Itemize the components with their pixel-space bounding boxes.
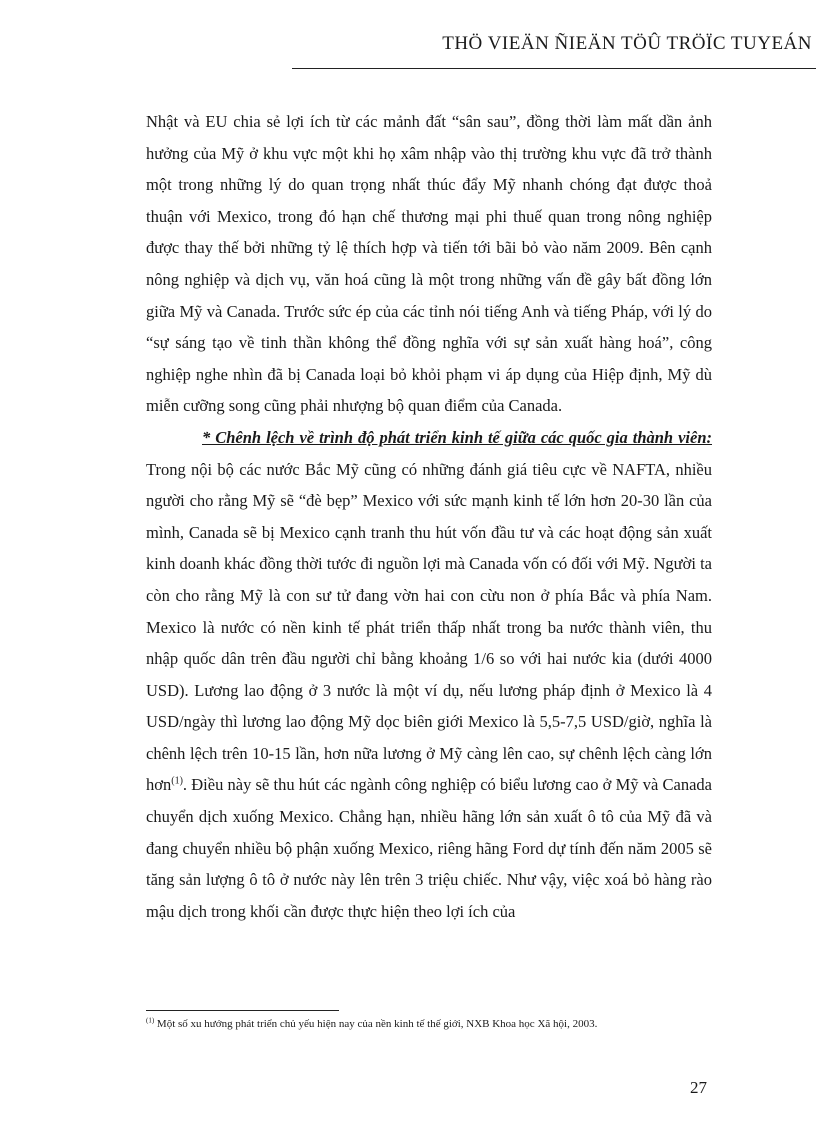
header-rule bbox=[292, 68, 816, 69]
header-title: THÖ VIEÄN ÑIEÄN TÖÛ TRÖÏC TUYEÁN bbox=[442, 33, 812, 54]
paragraph-2 bbox=[146, 422, 712, 928]
page-header bbox=[292, 33, 816, 69]
page-number: 27 bbox=[690, 1078, 707, 1097]
paragraph-1: Nhật và EU chia sẻ lợi ích từ các mảnh đất “sân sau”, đồng thời làm mất dần ảnh hưởng của Mỹ ở khu vực một khi họ xâm nhập vào thị trường khu vực đã trở thành một trong những lý do quan trọng nhất thúc đẩy Mỹ nhanh chóng đạt được thoả thuận với Mexico, trong đó hạn chế thương mại phi thuế quan trong nông nghiệp được thay thế bởi những tỷ lệ thích hợp và tiến tới bãi bỏ vào năm 2009. Bên cạnh nông nghiệp và dịch vụ, văn hoá cũng là một trong những vấn đề gây bất đồng lớn giữa Mỹ và Canada. Trước sức ép của các tỉnh nói tiếng Anh và tiếng Pháp, với lý do “sự sáng tạo về tinh thần không thể đồng nghĩa với sự sản xuất hàng hoá”, công nghiệp nghe nhìn đã bị Canada loại bỏ khỏi phạm vi áp dụng của Hiệp định, Mỹ dù miễn cưỡng song cũng phải nhượng bộ quan điểm của Canada. bbox=[146, 112, 712, 416]
footnote-marker: (1) bbox=[146, 1016, 155, 1025]
paragraph-2-text: Trong nội bộ các nước Bắc Mỹ cũng có những đánh giá tiêu cực về NAFTA, nhiều người cho rằng Mỹ sẽ “đè bẹp” Mexico với sức mạnh kinh tế lớn hơn 20-30 lần của mình, Canada sẽ bị Mexico cạnh tranh thu hút vốn đầu tư và các hoạt động sản xuất kinh doanh khác đồng thời tước đi nguồn lợi mà Canada vốn có đối với Mỹ. Người ta còn cho rằng Mỹ là con sư tử đang vờn hai con cừu non ở phía Bắc và phía Nam. Mexico là nước có nền kinh tế phát triển thấp nhất trong ba nước thành viên, thu nhập quốc dân trên đầu người chỉ bằng khoảng 1/6 so với hai nước kia (dưới 4000 USD). Lương lao động ở 3 nước là một ví dụ, nếu lương pháp định ở Mexico là 4 USD/ngày thì lương lao động Mỹ dọc biên giới Mexico là 5,5-7,5 USD/giờ, nghĩa là chênh lệch trên 10-15 lần, hơn nữa lương ở Mỹ càng lên cao, sự chênh lệch càng lớn hơn bbox=[146, 459, 712, 795]
footnote-rule bbox=[146, 1010, 339, 1011]
paragraph-2-end: . Điều này sẽ thu hút các ngành công nghiệp có biểu lương cao ở Mỹ và Canada chuyển dịch xuống Mexico. Chẳng hạn, nhiều hãng lớn sản xuất ô tô của Mỹ đã và đang chuyển nhiều bộ phận xuống Mexico, riêng hãng Ford dự tính đến năm 2005 sẽ tăng sản lượng ô tô ở nước này lên trên 3 triệu chiếc. Như vậy, việc xoá bỏ hàng rào mậu dịch trong khối cần được thực hiện theo lợi ích của bbox=[146, 775, 712, 921]
footnote-reference[interactable]: (1) bbox=[171, 775, 183, 787]
section-heading: * Chênh lệch về trình độ phát triển kinh tế giữa các quốc gia thành viên: bbox=[202, 427, 712, 447]
footnote-text: Một số xu hướng phát triển chủ yếu hiện nay của nền kinh tế thế giới, NXB Khoa học Xã hội, 2003. bbox=[154, 1018, 598, 1030]
body-text bbox=[146, 106, 712, 927]
footnote bbox=[146, 1016, 712, 1032]
